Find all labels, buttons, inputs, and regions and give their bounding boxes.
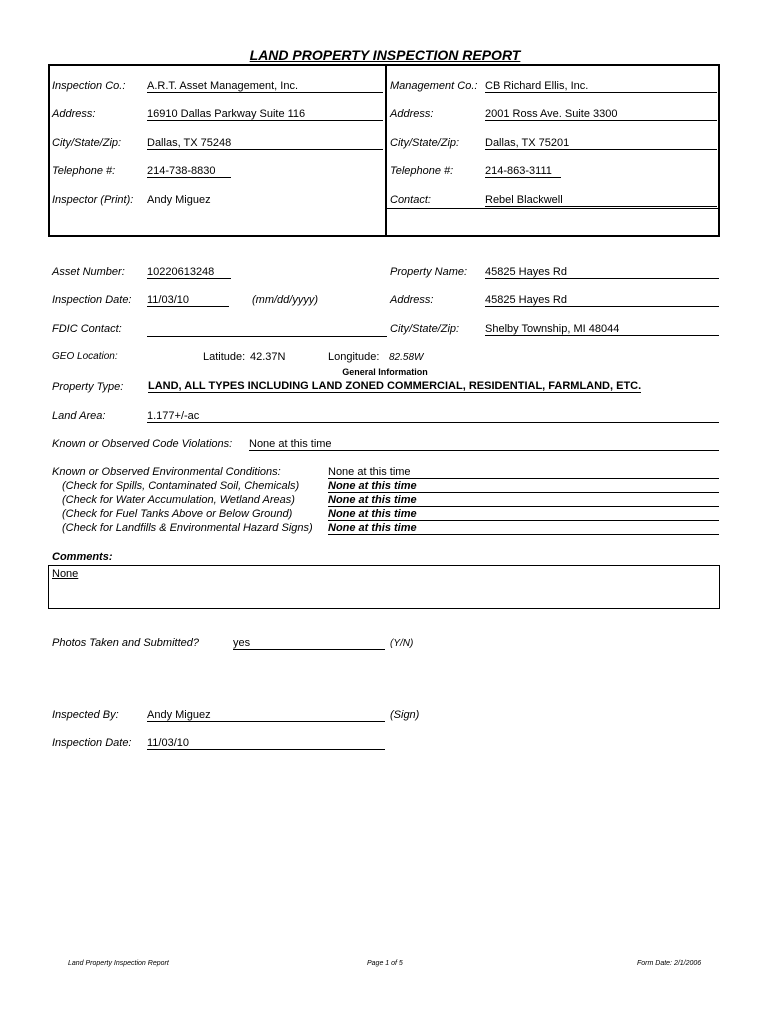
inspection-date-label: Inspection Date: — [52, 294, 132, 306]
env-check-fuel-value: None at this time — [328, 508, 719, 521]
env-conditions-value: None at this time — [328, 466, 719, 479]
land-area-value: 1.177+/-ac — [147, 410, 719, 423]
env-check-landfills-label: (Check for Landfills & Environmental Hazard Signs) — [62, 522, 313, 534]
date-format-hint: (mm/dd/yyyy) — [252, 294, 318, 306]
right-col-rule — [387, 208, 718, 209]
inspector-print-label: Inspector (Print): — [52, 194, 134, 206]
property-city-value: Shelby Township, MI 48044 — [485, 323, 719, 336]
inspection-co-label: Inspection Co.: — [52, 80, 126, 92]
env-check-spills-label: (Check for Spills, Contaminated Soil, Chemicals) — [62, 480, 300, 492]
asset-number-label: Asset Number: — [52, 266, 125, 278]
management-telephone-value: 214-863-3111 — [485, 165, 561, 178]
land-area-label: Land Area: — [52, 410, 106, 422]
env-check-water-value: None at this time — [328, 494, 719, 507]
company-box-top — [48, 64, 720, 66]
comments-value: None — [52, 568, 79, 580]
latitude-value: 42.37N — [250, 351, 286, 363]
photos-hint: (Y/N) — [390, 638, 414, 649]
longitude-label: Longitude: — [328, 351, 380, 363]
footer-page-number: Page 1 of 5 — [367, 960, 403, 967]
sign-hint: (Sign) — [390, 709, 420, 721]
env-check-water-label: (Check for Water Accumulation, Wetland Areas) — [62, 494, 295, 506]
footer-left: Land Property Inspection Report — [68, 960, 169, 967]
env-check-fuel-label: (Check for Fuel Tanks Above or Below Ground) — [62, 508, 293, 520]
property-name-label: Property Name: — [390, 266, 468, 278]
company-box-divider — [385, 64, 387, 237]
code-violations-label: Known or Observed Code Violations: — [52, 438, 233, 450]
inspector-print-value: Andy Miguez — [147, 194, 211, 206]
management-telephone-label: Telephone #: — [390, 165, 454, 177]
property-address-label: Address: — [390, 294, 434, 306]
geo-location-label: GEO Location: — [52, 351, 118, 362]
comments-label: Comments: — [52, 551, 113, 563]
management-address-value: 2001 Ross Ave. Suite 3300 — [485, 108, 717, 121]
photos-value: yes — [233, 637, 385, 650]
management-co-value: CB Richard Ellis, Inc. — [485, 80, 717, 93]
longitude-value: 82.58W — [389, 352, 424, 363]
inspection-address-label: Address: — [52, 108, 96, 120]
company-box-left — [48, 64, 50, 237]
management-co-label: Management Co.: — [390, 80, 478, 92]
inspected-by-label: Inspected By: — [52, 709, 119, 721]
inspection-date-value: 11/03/10 — [147, 294, 229, 307]
inspected-by-value: Andy Miguez — [147, 709, 385, 722]
management-address-label: Address: — [390, 108, 434, 120]
property-type-value: LAND, ALL TYPES INCLUDING LAND ZONED COMMERCIAL, RESIDENTIAL, FARMLAND, ETC. — [148, 380, 642, 392]
property-city-label: City/State/Zip: — [390, 323, 460, 335]
env-check-landfills-value: None at this time — [328, 522, 719, 535]
inspection-city-value: Dallas, TX 75248 — [147, 137, 383, 150]
page-title: LAND PROPERTY INSPECTION REPORT — [249, 47, 521, 63]
signoff-date-label: Inspection Date: — [52, 737, 132, 749]
property-name-value: 45825 Hayes Rd — [485, 266, 719, 279]
footer-form-date: Form Date: 2/1/2006 — [637, 960, 702, 967]
comments-box — [48, 565, 720, 609]
latitude-label: Latitude: — [203, 351, 246, 363]
inspection-telephone-label: Telephone #: — [52, 165, 116, 177]
contact-label: Contact: — [390, 194, 431, 206]
code-violations-value: None at this time — [249, 438, 719, 451]
env-check-spills-value: None at this time — [328, 480, 719, 493]
asset-number-value: 10220613248 — [147, 266, 231, 279]
company-box-bottom — [48, 235, 720, 237]
property-type-label: Property Type: — [52, 381, 124, 393]
fdic-contact-label: FDIC Contact: — [52, 323, 122, 335]
general-info-heading: General Information — [342, 367, 428, 377]
contact-value: Rebel Blackwell — [485, 194, 717, 207]
inspection-city-label: City/State/Zip: — [52, 137, 122, 149]
inspection-address-value: 16910 Dallas Parkway Suite 116 — [147, 108, 383, 121]
inspection-co-value: A.R.T. Asset Management, Inc. — [147, 80, 383, 93]
fdic-contact-value — [147, 323, 387, 337]
management-city-label: City/State/Zip: — [390, 137, 460, 149]
property-address-value: 45825 Hayes Rd — [485, 294, 719, 307]
company-box-right — [718, 64, 720, 237]
management-city-value: Dallas, TX 75201 — [485, 137, 717, 150]
env-conditions-label: Known or Observed Environmental Conditions: — [52, 466, 281, 478]
signoff-date-value: 11/03/10 — [147, 737, 385, 750]
inspection-telephone-value: 214-738-8830 — [147, 165, 231, 178]
photos-label: Photos Taken and Submitted? — [52, 637, 199, 649]
